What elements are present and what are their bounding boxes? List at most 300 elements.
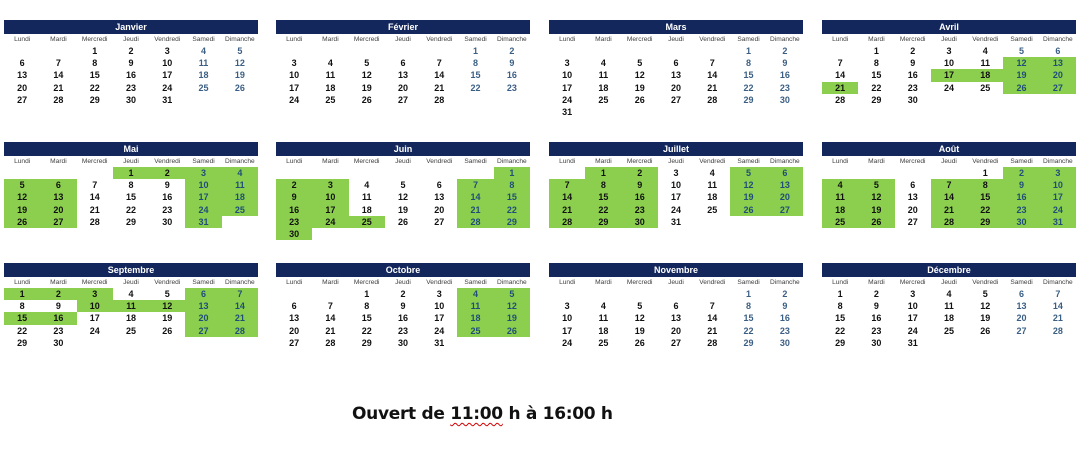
day-cell-open: 14 xyxy=(549,191,585,203)
day-cell-open: 14 xyxy=(931,191,967,203)
weekday-label: Jeudi xyxy=(668,158,684,165)
day-cell-open: 13 xyxy=(767,179,803,191)
day-cell: 4 xyxy=(600,58,606,69)
day-cell-open: 23 xyxy=(1003,204,1039,216)
month-7 xyxy=(549,142,803,228)
month-3 xyxy=(549,20,803,118)
weekday-label: Dimanche xyxy=(1042,36,1073,43)
month-title: Avril xyxy=(822,20,1076,34)
weekday-label: Mardi xyxy=(322,36,339,43)
day-cell-open: 7 xyxy=(457,179,493,191)
day-cell-open: 20 xyxy=(40,204,76,216)
day-cell: 9 xyxy=(55,301,61,312)
day-cell: 13 xyxy=(289,313,300,324)
day-cell-open: 24 xyxy=(185,204,221,216)
day-cell: 16 xyxy=(779,70,790,81)
month-1 xyxy=(4,20,258,106)
day-cell: 30 xyxy=(779,94,790,105)
weekday-label: Mardi xyxy=(50,279,67,286)
day-cell: 7 xyxy=(92,180,98,191)
day-cell-open: 26 xyxy=(858,216,894,228)
month-title: Février xyxy=(276,20,530,34)
day-cell: 1 xyxy=(473,46,479,56)
day-cell: 29 xyxy=(743,94,754,105)
weekday-label: Lundi xyxy=(559,158,576,165)
day-cell: 1 xyxy=(837,289,843,299)
weekday-label: Lundi xyxy=(14,36,31,43)
day-cell-open: 30 xyxy=(1003,216,1039,228)
day-cell: 11 xyxy=(707,180,718,191)
day-cell: 5 xyxy=(164,289,170,299)
day-cell: 5 xyxy=(237,46,243,56)
day-cell: 23 xyxy=(779,325,790,336)
day-cell: 9 xyxy=(164,180,170,191)
weekday-label: Samedi xyxy=(464,36,487,43)
weekday-header-row xyxy=(276,156,530,167)
weekday-header-row xyxy=(549,34,803,45)
day-cell-open: 22 xyxy=(585,204,621,216)
day-cell: 29 xyxy=(743,337,754,348)
day-cell: 28 xyxy=(325,337,336,348)
empty-cell xyxy=(549,45,585,57)
day-grid xyxy=(4,167,258,228)
weekday-label: Samedi xyxy=(737,158,760,165)
day-cell: 11 xyxy=(325,70,336,81)
weekday-label: Lundi xyxy=(286,158,303,165)
day-cell-open: 5 xyxy=(730,167,766,179)
weekday-label: Samedi xyxy=(192,36,215,43)
day-cell: 14 xyxy=(53,70,64,81)
day-cell: 8 xyxy=(873,58,879,69)
month-title: Août xyxy=(822,142,1076,156)
day-cell-open: 3 xyxy=(77,288,113,300)
day-cell: 15 xyxy=(89,70,100,81)
opening-hours-suffix: h à 16:00 h xyxy=(502,404,613,424)
day-cell-open: 12 xyxy=(858,191,894,203)
day-cell: 4 xyxy=(364,180,370,191)
empty-cell xyxy=(658,45,694,57)
day-cell: 8 xyxy=(19,301,25,312)
day-cell: 29 xyxy=(835,337,846,348)
day-cell: 28 xyxy=(835,94,846,105)
day-cell: 20 xyxy=(907,204,918,215)
day-cell: 22 xyxy=(89,82,100,93)
day-cell-open: 26 xyxy=(494,325,530,337)
day-cell: 2 xyxy=(782,289,788,299)
day-cell-open: 8 xyxy=(585,179,621,191)
weekday-label: Samedi xyxy=(192,279,215,286)
day-cell: 2 xyxy=(400,289,406,299)
day-cell: 10 xyxy=(162,58,173,69)
day-cell: 28 xyxy=(707,94,718,105)
month-title: Novembre xyxy=(549,263,803,277)
weekday-label: Lundi xyxy=(286,279,303,286)
weekday-label: Mercredi xyxy=(899,158,926,165)
day-cell: 17 xyxy=(907,313,918,324)
empty-cell xyxy=(585,45,621,57)
day-cell: 30 xyxy=(162,216,173,227)
day-cell: 8 xyxy=(746,301,752,312)
weekday-label: Dimanche xyxy=(496,279,527,286)
day-cell: 16 xyxy=(506,70,517,81)
day-cell-open: 8 xyxy=(494,179,530,191)
day-cell: 27 xyxy=(670,337,681,348)
day-cell-open: 30 xyxy=(622,216,658,228)
weekday-label: Jeudi xyxy=(668,36,684,43)
month-4 xyxy=(822,20,1076,106)
day-cell: 11 xyxy=(944,301,954,312)
day-cell: 3 xyxy=(564,301,570,312)
day-cell-open: 10 xyxy=(185,179,221,191)
month-title: Septembre xyxy=(4,263,258,277)
day-cell-open: 15 xyxy=(4,312,40,324)
day-cell: 13 xyxy=(1016,301,1027,312)
day-cell: 12 xyxy=(634,313,645,324)
empty-cell xyxy=(457,167,493,179)
day-cell-open: 20 xyxy=(767,191,803,203)
day-cell: 29 xyxy=(89,94,100,105)
day-cell: 21 xyxy=(1052,313,1063,324)
day-cell-open: 10 xyxy=(77,300,113,312)
day-cell: 23 xyxy=(125,82,136,93)
day-cell: 18 xyxy=(198,70,209,81)
day-cell: 13 xyxy=(397,70,408,81)
weekday-label: Vendredi xyxy=(972,279,999,286)
day-cell: 29 xyxy=(361,337,372,348)
day-cell: 4 xyxy=(600,301,606,312)
empty-cell xyxy=(658,288,694,300)
weekday-label: Vendredi xyxy=(426,279,453,286)
day-cell-open: 28 xyxy=(457,216,493,228)
day-cell-open: 5 xyxy=(494,288,530,300)
day-cell-open: 13 xyxy=(40,191,76,203)
day-cell-open: 12 xyxy=(4,191,40,203)
opening-hours xyxy=(352,404,613,424)
day-cell: 11 xyxy=(598,313,609,324)
day-cell: 5 xyxy=(637,58,643,69)
weekday-label: Mercredi xyxy=(626,158,653,165)
day-cell: 15 xyxy=(361,313,372,324)
weekday-label: Mercredi xyxy=(81,36,108,43)
weekday-label: Lundi xyxy=(832,279,849,286)
day-cell: 28 xyxy=(89,216,100,227)
day-cell: 12 xyxy=(361,70,372,81)
weekday-label: Mardi xyxy=(868,158,885,165)
day-cell: 7 xyxy=(837,58,843,69)
weekday-label: Mardi xyxy=(595,36,612,43)
weekday-header-row xyxy=(822,156,1076,167)
day-cell: 8 xyxy=(364,301,370,312)
weekday-header-row xyxy=(4,277,258,288)
day-cell: 27 xyxy=(670,94,681,105)
day-cell: 7 xyxy=(709,301,715,312)
day-cell: 2 xyxy=(910,46,916,56)
day-cell: 12 xyxy=(634,70,645,81)
weekday-label: Dimanche xyxy=(1042,279,1073,286)
day-cell: 16 xyxy=(125,70,136,81)
month-title: Octobre xyxy=(276,263,530,277)
weekday-label: Vendredi xyxy=(699,158,726,165)
weekday-label: Mercredi xyxy=(81,158,108,165)
weekday-label: Mardi xyxy=(50,158,67,165)
day-cell: 25 xyxy=(707,204,718,215)
day-cell-open: 24 xyxy=(1040,204,1076,216)
day-cell: 19 xyxy=(634,82,645,93)
day-cell-open: 17 xyxy=(312,204,348,216)
day-cell-open: 22 xyxy=(967,204,1003,216)
empty-cell xyxy=(77,167,113,179)
day-cell-open: 1 xyxy=(494,167,530,179)
day-cell: 7 xyxy=(327,301,333,312)
day-cell: 23 xyxy=(779,82,790,93)
month-5 xyxy=(4,142,258,228)
day-cell: 22 xyxy=(470,82,481,93)
empty-cell xyxy=(931,167,967,179)
empty-cell xyxy=(312,288,348,300)
weekday-label: Vendredi xyxy=(154,36,181,43)
day-cell-open: 18 xyxy=(822,204,858,216)
day-cell: 8 xyxy=(473,58,479,69)
day-cell-open: 6 xyxy=(767,167,803,179)
day-cell-open: 1 xyxy=(113,167,149,179)
day-cell: 25 xyxy=(598,337,609,348)
day-cell: 10 xyxy=(907,301,918,312)
weekday-header-row xyxy=(276,277,530,288)
empty-cell xyxy=(276,167,312,179)
day-cell: 21 xyxy=(325,325,336,336)
day-cell: 1 xyxy=(873,46,879,56)
day-cell-open: 29 xyxy=(967,216,1003,228)
empty-cell xyxy=(40,45,76,57)
day-cell: 29 xyxy=(871,94,882,105)
day-cell: 20 xyxy=(670,82,681,93)
day-cell: 26 xyxy=(980,325,991,336)
day-cell: 22 xyxy=(871,82,882,93)
day-cell-open: 9 xyxy=(622,179,658,191)
day-cell: 3 xyxy=(673,168,679,178)
day-cell-open: 30 xyxy=(276,228,312,240)
weekday-label: Mercredi xyxy=(81,279,108,286)
day-cell: 14 xyxy=(89,192,100,203)
weekday-header-row xyxy=(822,277,1076,288)
day-cell: 24 xyxy=(434,325,445,336)
weekday-header-row xyxy=(4,156,258,167)
empty-cell xyxy=(549,167,585,179)
day-cell: 16 xyxy=(907,70,918,81)
day-cell: 30 xyxy=(779,337,790,348)
empty-cell xyxy=(694,288,730,300)
day-cell: 1 xyxy=(982,168,988,178)
empty-cell xyxy=(622,45,658,57)
weekday-label: Dimanche xyxy=(224,158,255,165)
weekday-label: Jeudi xyxy=(123,279,139,286)
weekday-label: Vendredi xyxy=(699,279,726,286)
day-cell: 2 xyxy=(128,46,134,56)
day-cell: 22 xyxy=(361,325,372,336)
weekday-label: Samedi xyxy=(1010,36,1033,43)
weekday-label: Mercredi xyxy=(353,279,380,286)
day-cell: 31 xyxy=(434,337,445,348)
day-cell: 12 xyxy=(234,58,245,69)
empty-cell xyxy=(4,167,40,179)
weekday-label: Mercredi xyxy=(899,279,926,286)
month-10 xyxy=(276,263,530,349)
day-cell-open: 3 xyxy=(1040,167,1076,179)
day-cell-open: 21 xyxy=(457,204,493,216)
day-cell-open: 27 xyxy=(40,216,76,228)
day-grid xyxy=(276,167,530,240)
day-cell: 24 xyxy=(89,325,100,336)
day-cell: 3 xyxy=(291,58,297,69)
empty-cell xyxy=(385,45,421,57)
weekday-label: Dimanche xyxy=(496,158,527,165)
weekday-label: Vendredi xyxy=(972,158,999,165)
day-cell-open: 18 xyxy=(457,312,493,324)
empty-cell xyxy=(421,167,457,179)
day-cell: 14 xyxy=(835,70,846,81)
day-cell: 26 xyxy=(397,216,408,227)
day-cell: 5 xyxy=(982,289,988,299)
month-title: Juin xyxy=(276,142,530,156)
day-cell-open: 13 xyxy=(185,300,221,312)
day-cell: 20 xyxy=(1016,313,1027,324)
empty-cell xyxy=(822,45,858,57)
day-cell: 18 xyxy=(361,204,372,215)
day-cell: 17 xyxy=(670,192,681,203)
day-cell: 1 xyxy=(746,46,752,56)
day-cell-open: 2 xyxy=(1003,167,1039,179)
day-cell-open: 15 xyxy=(967,191,1003,203)
day-cell-open: 27 xyxy=(767,204,803,216)
day-cell: 20 xyxy=(17,82,28,93)
day-cell-open: 7 xyxy=(549,179,585,191)
day-cell: 24 xyxy=(562,94,573,105)
day-cell-open: 2 xyxy=(40,288,76,300)
day-cell: 15 xyxy=(743,70,754,81)
day-cell-open: 19 xyxy=(858,204,894,216)
day-cell: 12 xyxy=(397,192,408,203)
day-cell: 3 xyxy=(436,289,442,299)
day-cell: 28 xyxy=(1052,325,1063,336)
weekday-header-row xyxy=(549,277,803,288)
month-6 xyxy=(276,142,530,240)
day-cell: 9 xyxy=(910,58,916,69)
day-cell: 6 xyxy=(291,301,297,312)
weekday-label: Vendredi xyxy=(426,36,453,43)
opening-hours-prefix: Ouvert de xyxy=(352,404,451,424)
empty-cell xyxy=(312,45,348,57)
weekday-label: Mardi xyxy=(50,36,67,43)
empty-cell xyxy=(549,288,585,300)
day-cell: 14 xyxy=(707,70,718,81)
weekday-label: Jeudi xyxy=(941,279,957,286)
day-cell: 7 xyxy=(709,58,715,69)
day-cell-open: 25 xyxy=(457,325,493,337)
day-cell: 26 xyxy=(634,94,645,105)
day-grid xyxy=(549,167,803,228)
empty-cell xyxy=(895,167,931,179)
day-cell: 22 xyxy=(125,204,136,215)
day-cell-open: 2 xyxy=(622,167,658,179)
weekday-label: Vendredi xyxy=(154,158,181,165)
day-cell: 25 xyxy=(598,94,609,105)
day-cell: 16 xyxy=(397,313,408,324)
day-cell-open: 3 xyxy=(312,179,348,191)
day-cell: 13 xyxy=(17,70,28,81)
day-cell: 29 xyxy=(125,216,136,227)
day-cell: 18 xyxy=(125,313,136,324)
day-cell: 25 xyxy=(980,82,991,93)
weekday-label: Lundi xyxy=(14,279,31,286)
weekday-header-row xyxy=(276,34,530,45)
day-cell: 4 xyxy=(709,168,715,178)
day-cell: 16 xyxy=(779,313,790,324)
day-cell: 24 xyxy=(162,82,173,93)
day-cell-open: 2 xyxy=(149,167,185,179)
day-cell: 21 xyxy=(707,82,718,93)
day-cell-open: 21 xyxy=(931,204,967,216)
month-title: Juillet xyxy=(549,142,803,156)
weekday-label: Vendredi xyxy=(154,279,181,286)
empty-cell xyxy=(822,167,858,179)
weekday-label: Mercredi xyxy=(353,158,380,165)
weekday-label: Dimanche xyxy=(1042,158,1073,165)
weekday-label: Jeudi xyxy=(668,279,684,286)
weekday-label: Samedi xyxy=(1010,279,1033,286)
empty-cell xyxy=(585,288,621,300)
opening-time: 11:00 xyxy=(450,404,503,424)
weekday-label: Jeudi xyxy=(123,36,139,43)
day-cell-open: 26 xyxy=(730,204,766,216)
day-cell: 25 xyxy=(943,325,954,336)
day-cell-open: 12 xyxy=(730,179,766,191)
empty-cell xyxy=(858,167,894,179)
day-cell: 17 xyxy=(289,82,300,93)
weekday-label: Jeudi xyxy=(395,36,411,43)
day-cell: 28 xyxy=(53,94,64,105)
day-cell-open: 11 xyxy=(457,300,493,312)
day-cell-open: 19 xyxy=(4,204,40,216)
day-grid xyxy=(276,45,530,106)
day-cell: 20 xyxy=(397,82,408,93)
weekday-label: Dimanche xyxy=(769,158,800,165)
day-cell: 13 xyxy=(434,192,445,203)
day-cell: 31 xyxy=(562,106,573,117)
day-cell: 2 xyxy=(873,289,879,299)
day-cell: 25 xyxy=(198,82,209,93)
day-cell: 26 xyxy=(234,82,245,93)
day-cell-open: 13 xyxy=(1040,57,1076,69)
day-cell: 18 xyxy=(598,82,609,93)
day-cell: 24 xyxy=(943,82,954,93)
empty-cell xyxy=(4,45,40,57)
day-cell: 9 xyxy=(873,301,879,312)
weekday-label: Samedi xyxy=(737,36,760,43)
weekday-label: Mercredi xyxy=(899,36,926,43)
day-cell: 6 xyxy=(673,301,679,312)
day-cell: 24 xyxy=(562,337,573,348)
day-cell-open: 10 xyxy=(312,191,348,203)
day-cell: 15 xyxy=(470,70,481,81)
day-cell-open: 20 xyxy=(1040,69,1076,81)
day-cell: 5 xyxy=(1019,46,1025,56)
day-cell-open: 27 xyxy=(1040,82,1076,94)
empty-cell xyxy=(276,45,312,57)
day-cell: 18 xyxy=(707,192,718,203)
day-cell: 25 xyxy=(325,94,336,105)
day-cell: 4 xyxy=(982,46,988,56)
day-cell: 5 xyxy=(364,58,370,69)
